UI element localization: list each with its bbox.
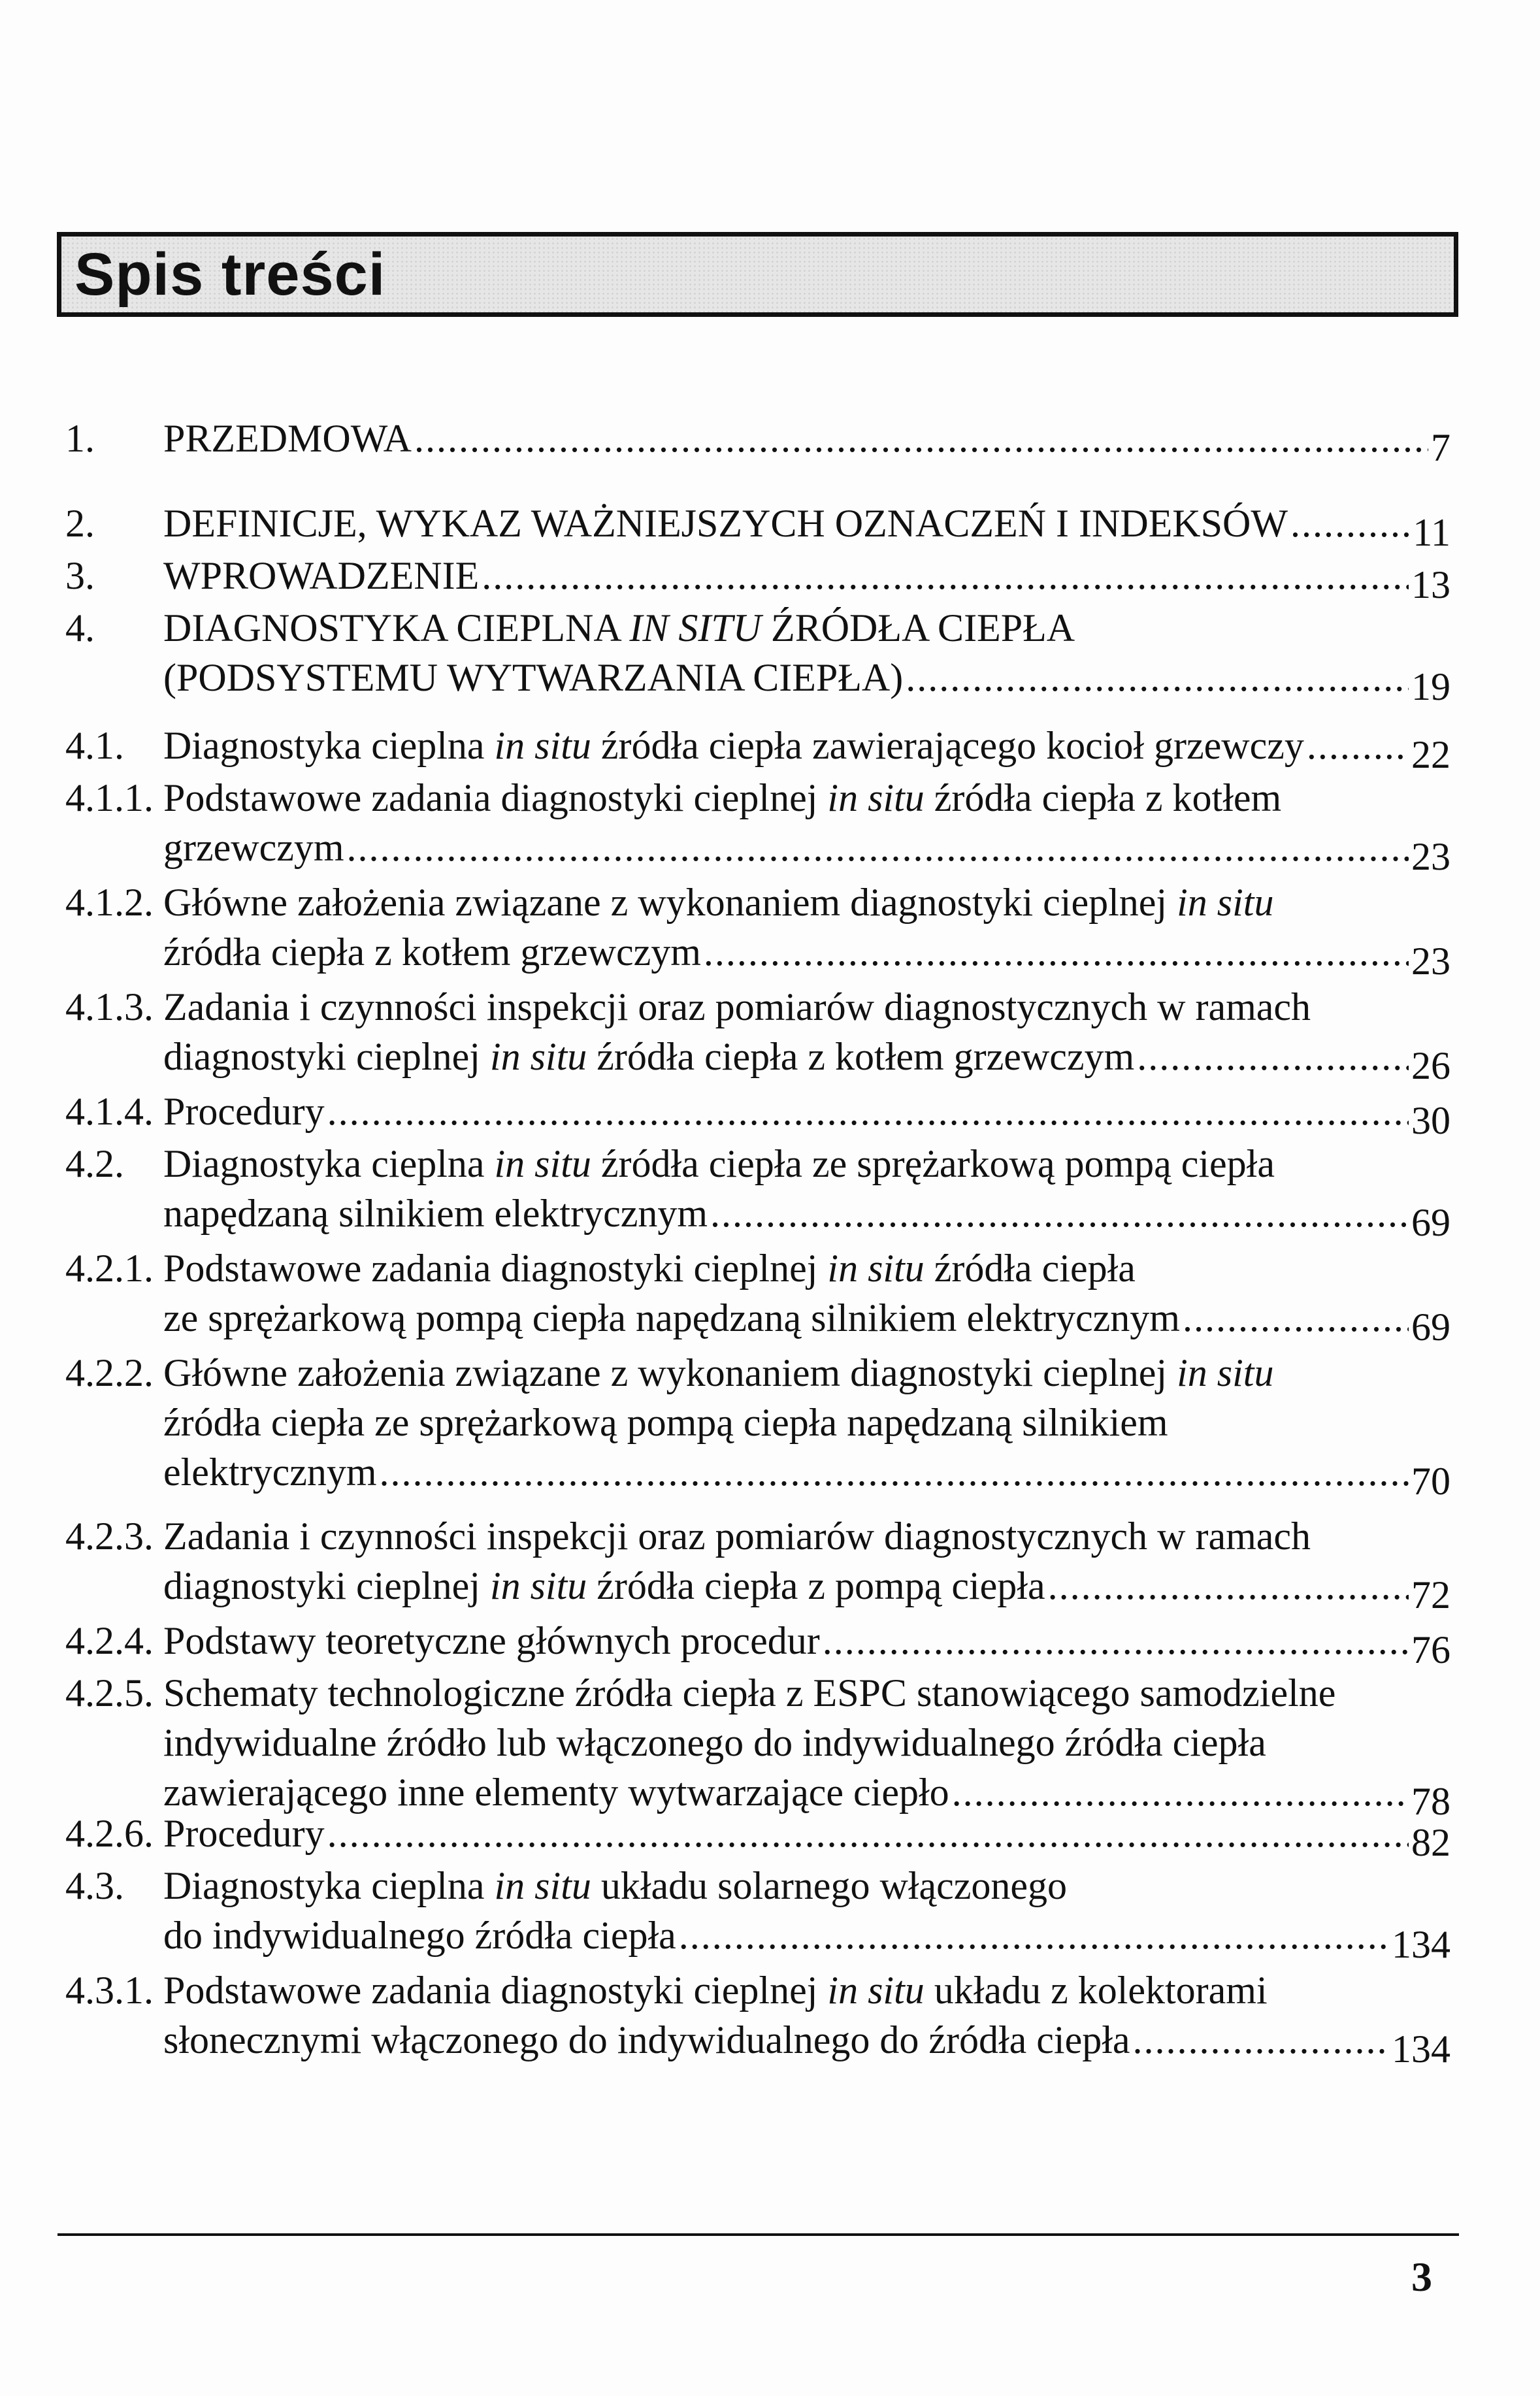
dot-leader — [482, 552, 1409, 599]
toc-entry-title: napędzaną silnikiem elektrycznym — [163, 1192, 708, 1235]
toc-entry-line — [163, 1449, 1450, 1503]
toc-entry-title: słonecznymi włączonego do indywidualnego do źródła ciepła — [163, 2018, 1130, 2061]
toc-entry-line — [163, 654, 1450, 708]
toc-entry-title: Diagnostyka cieplna in situ źródła ciepła zawierającego kocioł grzewczy — [163, 724, 1304, 767]
dot-leader — [710, 1190, 1409, 1237]
toc-entry-title: źródła ciepła ze sprężarkową pompą ciepła napędzaną silnikiem — [163, 1401, 1168, 1444]
footer-rule — [57, 2233, 1459, 2236]
toc-entry-line — [163, 983, 1450, 1030]
toc-entry-page: 22 — [1411, 733, 1450, 776]
toc-entry-line — [163, 1769, 1450, 1823]
dot-leader — [347, 824, 1409, 871]
toc-entry-title: do indywidualnego źródła ciepła — [163, 1914, 676, 1957]
toc-entry-title: Główne założenia związane z wykonaniem diagnostyki cieplnej in situ — [163, 1351, 1274, 1394]
toc-entry-page: 78 — [1411, 1780, 1450, 1823]
toc-entry-number: 4.1.3. — [65, 985, 154, 1028]
toc-entry-title: diagnostyki cieplnej in situ źródła ciepła z kotłem grzewczym — [163, 1035, 1135, 1078]
toc-entry-line — [163, 774, 1450, 821]
dot-leader — [1290, 500, 1410, 547]
toc-entry-number: 3. — [65, 554, 95, 597]
toc-entry-line — [163, 1033, 1450, 1087]
toc-entry-number: 4.2.3. — [65, 1515, 154, 1558]
toc-entry-line — [163, 1190, 1450, 1244]
dot-leader — [704, 928, 1409, 976]
toc-entry-title: (PODSYSTEMU WYTWARZANIA CIEPŁA) — [163, 656, 904, 699]
toc-entry-line — [163, 1862, 1450, 1909]
toc-entry-title: elektrycznym — [163, 1451, 377, 1494]
toc-entry-line — [163, 2016, 1450, 2071]
toc-entry-line — [163, 1810, 1450, 1864]
toc-entry-title: Procedury — [163, 1812, 325, 1855]
toc-entry-line — [163, 1912, 1450, 1966]
toc-entry-number: 4.3.1. — [65, 1969, 154, 2012]
toc-entry-title: Podstawowe zadania diagnostyki cieplnej in situ źródła ciepła — [163, 1247, 1136, 1290]
toc-entry-title: indywidualne źródło lub włączonego do indywidualnego źródła ciepła — [163, 1721, 1266, 1764]
page-title: Spis treści — [74, 241, 386, 308]
toc-entry-title: grzewczym — [163, 826, 344, 869]
toc-entry-number: 4.2.5. — [65, 1671, 154, 1715]
toc-entry-line — [163, 1719, 1450, 1766]
dot-leader — [906, 654, 1409, 701]
toc-entry-title: Zadania i czynności inspekcji oraz pomiarów diagnostycznych w ramach — [163, 1515, 1311, 1558]
toc-entry-line — [163, 500, 1450, 554]
toc-entry-line — [163, 1140, 1450, 1187]
toc-entry-title: Zadania i czynności inspekcji oraz pomiarów diagnostycznych w ramach — [163, 985, 1311, 1028]
dot-leader — [1133, 2016, 1389, 2063]
header-box — [57, 232, 1458, 317]
toc-entry-title: zawierającego inne elementy wytwarzające ciepło — [163, 1771, 949, 1814]
toc-entry-page: 19 — [1411, 665, 1450, 708]
toc-entry-number: 4.1. — [65, 724, 124, 767]
toc-entry-line — [163, 604, 1450, 651]
toc-entry-number: 4.2.4. — [65, 1619, 154, 1662]
toc-entry-number: 1. — [65, 417, 95, 460]
dot-leader — [823, 1617, 1409, 1664]
toc-entry-page: 70 — [1411, 1460, 1450, 1503]
toc-entry-line — [163, 879, 1450, 926]
toc-entry-page: 13 — [1411, 563, 1450, 606]
toc-entry-title: Diagnostyka cieplna in situ układu solarnego włączonego — [163, 1864, 1067, 1907]
dot-leader — [414, 415, 1428, 462]
toc-entry-number: 4.1.2. — [65, 881, 154, 924]
toc-entry-number: 4.3. — [65, 1864, 124, 1907]
toc-entry-title: diagnostyki cieplnej in situ źródła ciepła z pompą ciepła — [163, 1564, 1045, 1607]
dot-leader — [679, 1912, 1389, 1959]
toc-entry-line — [163, 928, 1450, 983]
dot-leader — [952, 1769, 1409, 1816]
toc-entry-line — [163, 1562, 1450, 1616]
toc-entry-page: 134 — [1392, 2027, 1450, 2071]
toc-entry-page: 30 — [1411, 1099, 1450, 1142]
toc-entry-title: WPROWADZENIE — [163, 554, 480, 597]
toc-entry-line — [163, 1967, 1450, 2014]
toc-entry-line — [163, 1245, 1450, 1292]
toc-entry-line — [163, 1088, 1450, 1142]
toc-entry-line — [163, 1513, 1450, 1560]
toc-entry-title: Podstawowe zadania diagnostyki cieplnej in situ źródła ciepła z kotłem — [163, 776, 1282, 819]
dot-leader — [327, 1088, 1409, 1135]
dot-leader — [1048, 1562, 1409, 1609]
toc-entry-number: 4.2. — [65, 1142, 124, 1185]
toc-entry-number: 4.1.1. — [65, 776, 154, 819]
toc-entry-page: 11 — [1413, 511, 1450, 554]
toc-entry-page: 72 — [1411, 1573, 1450, 1616]
toc-entry-line — [163, 1294, 1450, 1349]
dot-leader — [1183, 1294, 1409, 1341]
toc-entry-number: 4. — [65, 606, 95, 649]
toc-entry-line — [163, 1349, 1450, 1396]
toc-entry-page: 69 — [1411, 1305, 1450, 1349]
toc-entry-title: Diagnostyka cieplna in situ źródła ciepła ze sprężarkową pompą ciepła — [163, 1142, 1275, 1185]
toc-entry-title: ze sprężarkową pompą ciepła napędzaną silnikiem elektrycznym — [163, 1296, 1180, 1339]
dot-leader — [380, 1449, 1409, 1496]
toc-entry-number: 4.2.6. — [65, 1812, 154, 1855]
toc-entry-number: 4.2.2. — [65, 1351, 154, 1394]
toc-entry-page: 82 — [1411, 1821, 1450, 1864]
toc-entry-page: 23 — [1411, 835, 1450, 878]
toc-entry-title: źródła ciepła z kotłem grzewczym — [163, 930, 701, 974]
toc-entry-title: Podstawy teoretyczne głównych procedur — [163, 1619, 820, 1662]
toc-entry-line — [163, 824, 1450, 878]
toc-entry-title: DIAGNOSTYKA CIEPLNA IN SITU ŹRÓDŁA CIEPŁA — [163, 606, 1075, 649]
toc-entry-line — [163, 722, 1450, 776]
toc-entry-number: 4.2.1. — [65, 1247, 154, 1290]
toc-entry-number: 4.1.4. — [65, 1090, 154, 1133]
toc-entry-page: 134 — [1392, 1923, 1450, 1966]
toc-entry-line — [163, 1669, 1450, 1716]
toc-entry-page: 23 — [1411, 940, 1450, 983]
toc-entry-page: 76 — [1411, 1628, 1450, 1671]
toc-entry-line — [163, 1617, 1450, 1671]
toc-entry-line — [163, 1399, 1450, 1446]
toc-entry-line — [163, 415, 1450, 469]
dot-leader — [327, 1810, 1409, 1857]
toc-entry-page: 7 — [1431, 426, 1450, 469]
dot-leader — [1307, 722, 1409, 769]
toc-entry-title: Procedury — [163, 1090, 325, 1133]
toc-entry-page: 26 — [1411, 1044, 1450, 1087]
dot-leader — [1137, 1033, 1409, 1080]
toc-entry-title: Schematy technologiczne źródła ciepła z ESPC stanowiącego samodzielne — [163, 1671, 1336, 1715]
toc-entry-title: DEFINICJE, WYKAZ WAŻNIEJSZYCH OZNACZEŃ I INDEKSÓW — [163, 502, 1288, 545]
toc-entry-number: 2. — [65, 502, 95, 545]
toc-entry-title: PRZEDMOWA — [163, 417, 412, 460]
toc-entry-page: 69 — [1411, 1201, 1450, 1244]
page-number: 3 — [1411, 2254, 1432, 2300]
toc-entry-title: Główne założenia związane z wykonaniem diagnostyki cieplnej in situ — [163, 881, 1274, 924]
toc-entry-title: Podstawowe zadania diagnostyki cieplnej in situ układu z kolektorami — [163, 1969, 1268, 2012]
toc-entry-line — [163, 552, 1450, 606]
